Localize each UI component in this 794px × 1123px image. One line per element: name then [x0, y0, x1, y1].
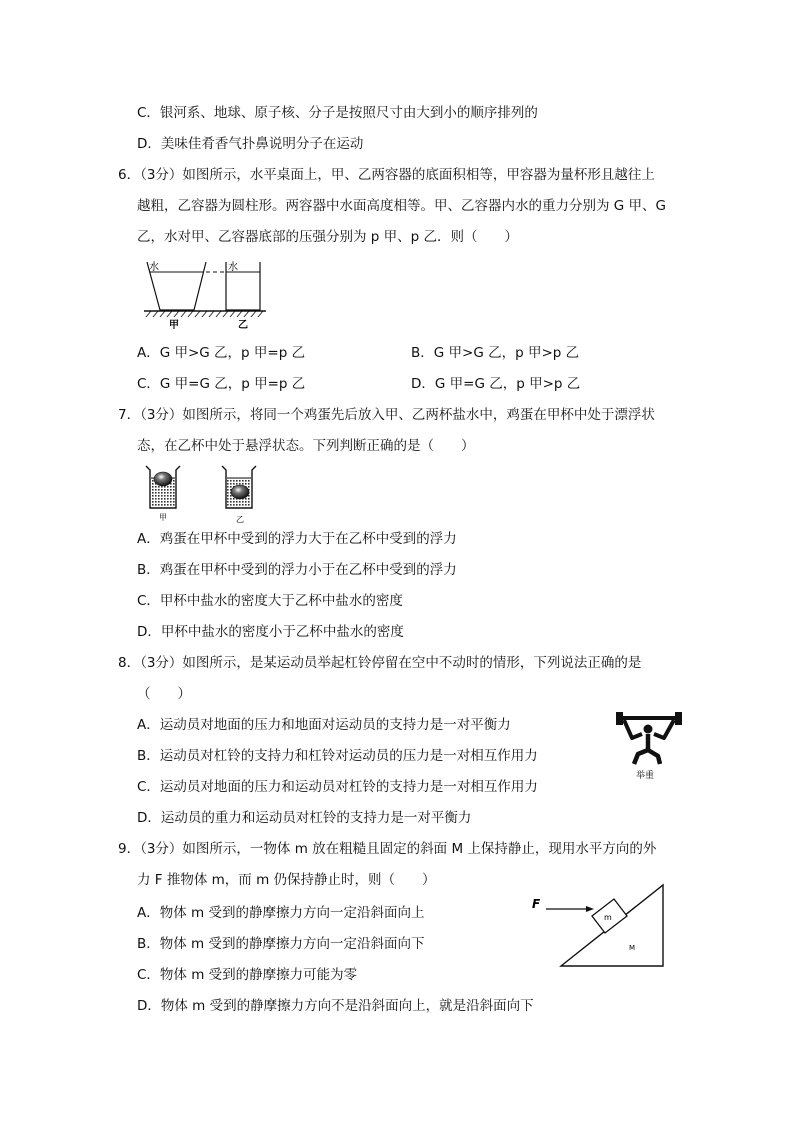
q6-stem-line1: 6．（3分）如图所示，水平桌面上，甲、乙两容器的底面积相等，甲容器为量杯形且越往上	[118, 167, 655, 183]
q8-option-d: D．运动员的重力和运动员对杠铃的支持力是一对平衡力	[137, 810, 472, 826]
q9-option-a: A．物体 m 受到的静摩擦力方向一定沿斜面向上	[137, 905, 425, 921]
q6-option-b: B．G 甲>G 乙，p 甲>p 乙	[411, 345, 580, 361]
q8-option-a: A．运动员对地面的压力和地面对运动员的支持力是一对平衡力	[137, 717, 511, 733]
q7-option-a: A．鸡蛋在甲杯中受到的浮力大于在乙杯中受到的浮力	[137, 531, 457, 547]
q9-incline-figure	[528, 880, 668, 970]
q9-option-b: B．物体 m 受到的静摩擦力方向一定沿斜面向下	[137, 936, 425, 952]
q6-stem-line3: 乙，水对甲、乙容器底部的压强分别为 p 甲、p 乙．则（ ）	[137, 229, 519, 245]
q7-option-b: B．鸡蛋在甲杯中受到的浮力小于在乙杯中受到的浮力	[137, 562, 457, 578]
q7-stem-line2: 态，在乙杯中处于悬浮状态。下列判断正确的是（ ）	[137, 438, 475, 454]
q7-beakers-figure	[140, 462, 270, 526]
q6-option-c: C．G 甲=G 乙，p 甲=p 乙	[137, 376, 306, 392]
q9-option-c: C．物体 m 受到的静摩擦力可能为零	[137, 967, 358, 983]
q8-weightlifter-figure	[612, 712, 686, 782]
q9-fig-block-label: m	[604, 913, 612, 922]
q6-fig-label-a: 甲	[169, 320, 179, 331]
q6-fig-label-b: 乙	[238, 320, 248, 331]
q7-stem-line1: 7．（3分）如图所示，将同一个鸡蛋先后放入甲、乙两杯盐水中，鸡蛋在甲杯中处于漂浮状	[118, 407, 655, 423]
q9-fig-force-label: F	[532, 897, 541, 911]
q8-stem-line2: （ ）	[137, 686, 191, 702]
q6-stem-line2: 越粗，乙容器为圆柱形。两容器中水面高度相等。甲、乙容器内水的重力分别为 G 甲、G	[137, 198, 667, 214]
q8-stem-line1: 8．（3分）如图所示，是某运动员举起杠铃停留在空中不动时的情形，下列说法正确的是	[118, 655, 642, 671]
q6-option-a: A．G 甲>G 乙，p 甲=p 乙	[137, 345, 306, 361]
q6-fig-water-label-a: 水	[149, 262, 159, 273]
q7-option-c: C．甲杯中盐水的密度大于乙杯中盐水的密度	[137, 593, 403, 609]
q9-stem-line1: 9．（3分）如图所示，一物体 m 放在粗糙且固定的斜面 M 上保持静止，现用水平方向的外	[118, 841, 657, 857]
q8-option-b: B．运动员对杠铃的支持力和杠铃对运动员的压力是一对相互作用力	[137, 748, 538, 764]
q6-option-d: D．G 甲=G 乙，p 甲>p 乙	[411, 376, 581, 392]
q5-option-d: D．美味佳肴香气扑鼻说明分子在运动	[137, 136, 364, 152]
q9-fig-incline-label: M	[629, 944, 636, 952]
q8-fig-caption: 举重	[636, 771, 655, 781]
q7-fig-label-b: 乙	[236, 515, 244, 524]
q7-option-d: D．甲杯中盐水的密度小于乙杯中盐水的密度	[137, 624, 404, 640]
q6-fig-water-label-b: 水	[228, 262, 238, 273]
q5-option-c: C．银河系、地球、原子核、分子是按照尺寸由大到小的顺序排列的	[137, 105, 538, 121]
q6-containers-figure	[140, 256, 270, 332]
q8-option-c: C．运动员对地面的压力和运动员对杠铃的支持力是一对相互作用力	[137, 779, 538, 795]
q7-fig-label-a: 甲	[159, 513, 167, 522]
q9-option-d: D．物体 m 受到的静摩擦力方向不是沿斜面向上，就是沿斜面向下	[137, 998, 534, 1014]
q9-stem-line2: 力 F 推物体 m，而 m 仍保持静止时，则（ ）	[137, 872, 436, 888]
